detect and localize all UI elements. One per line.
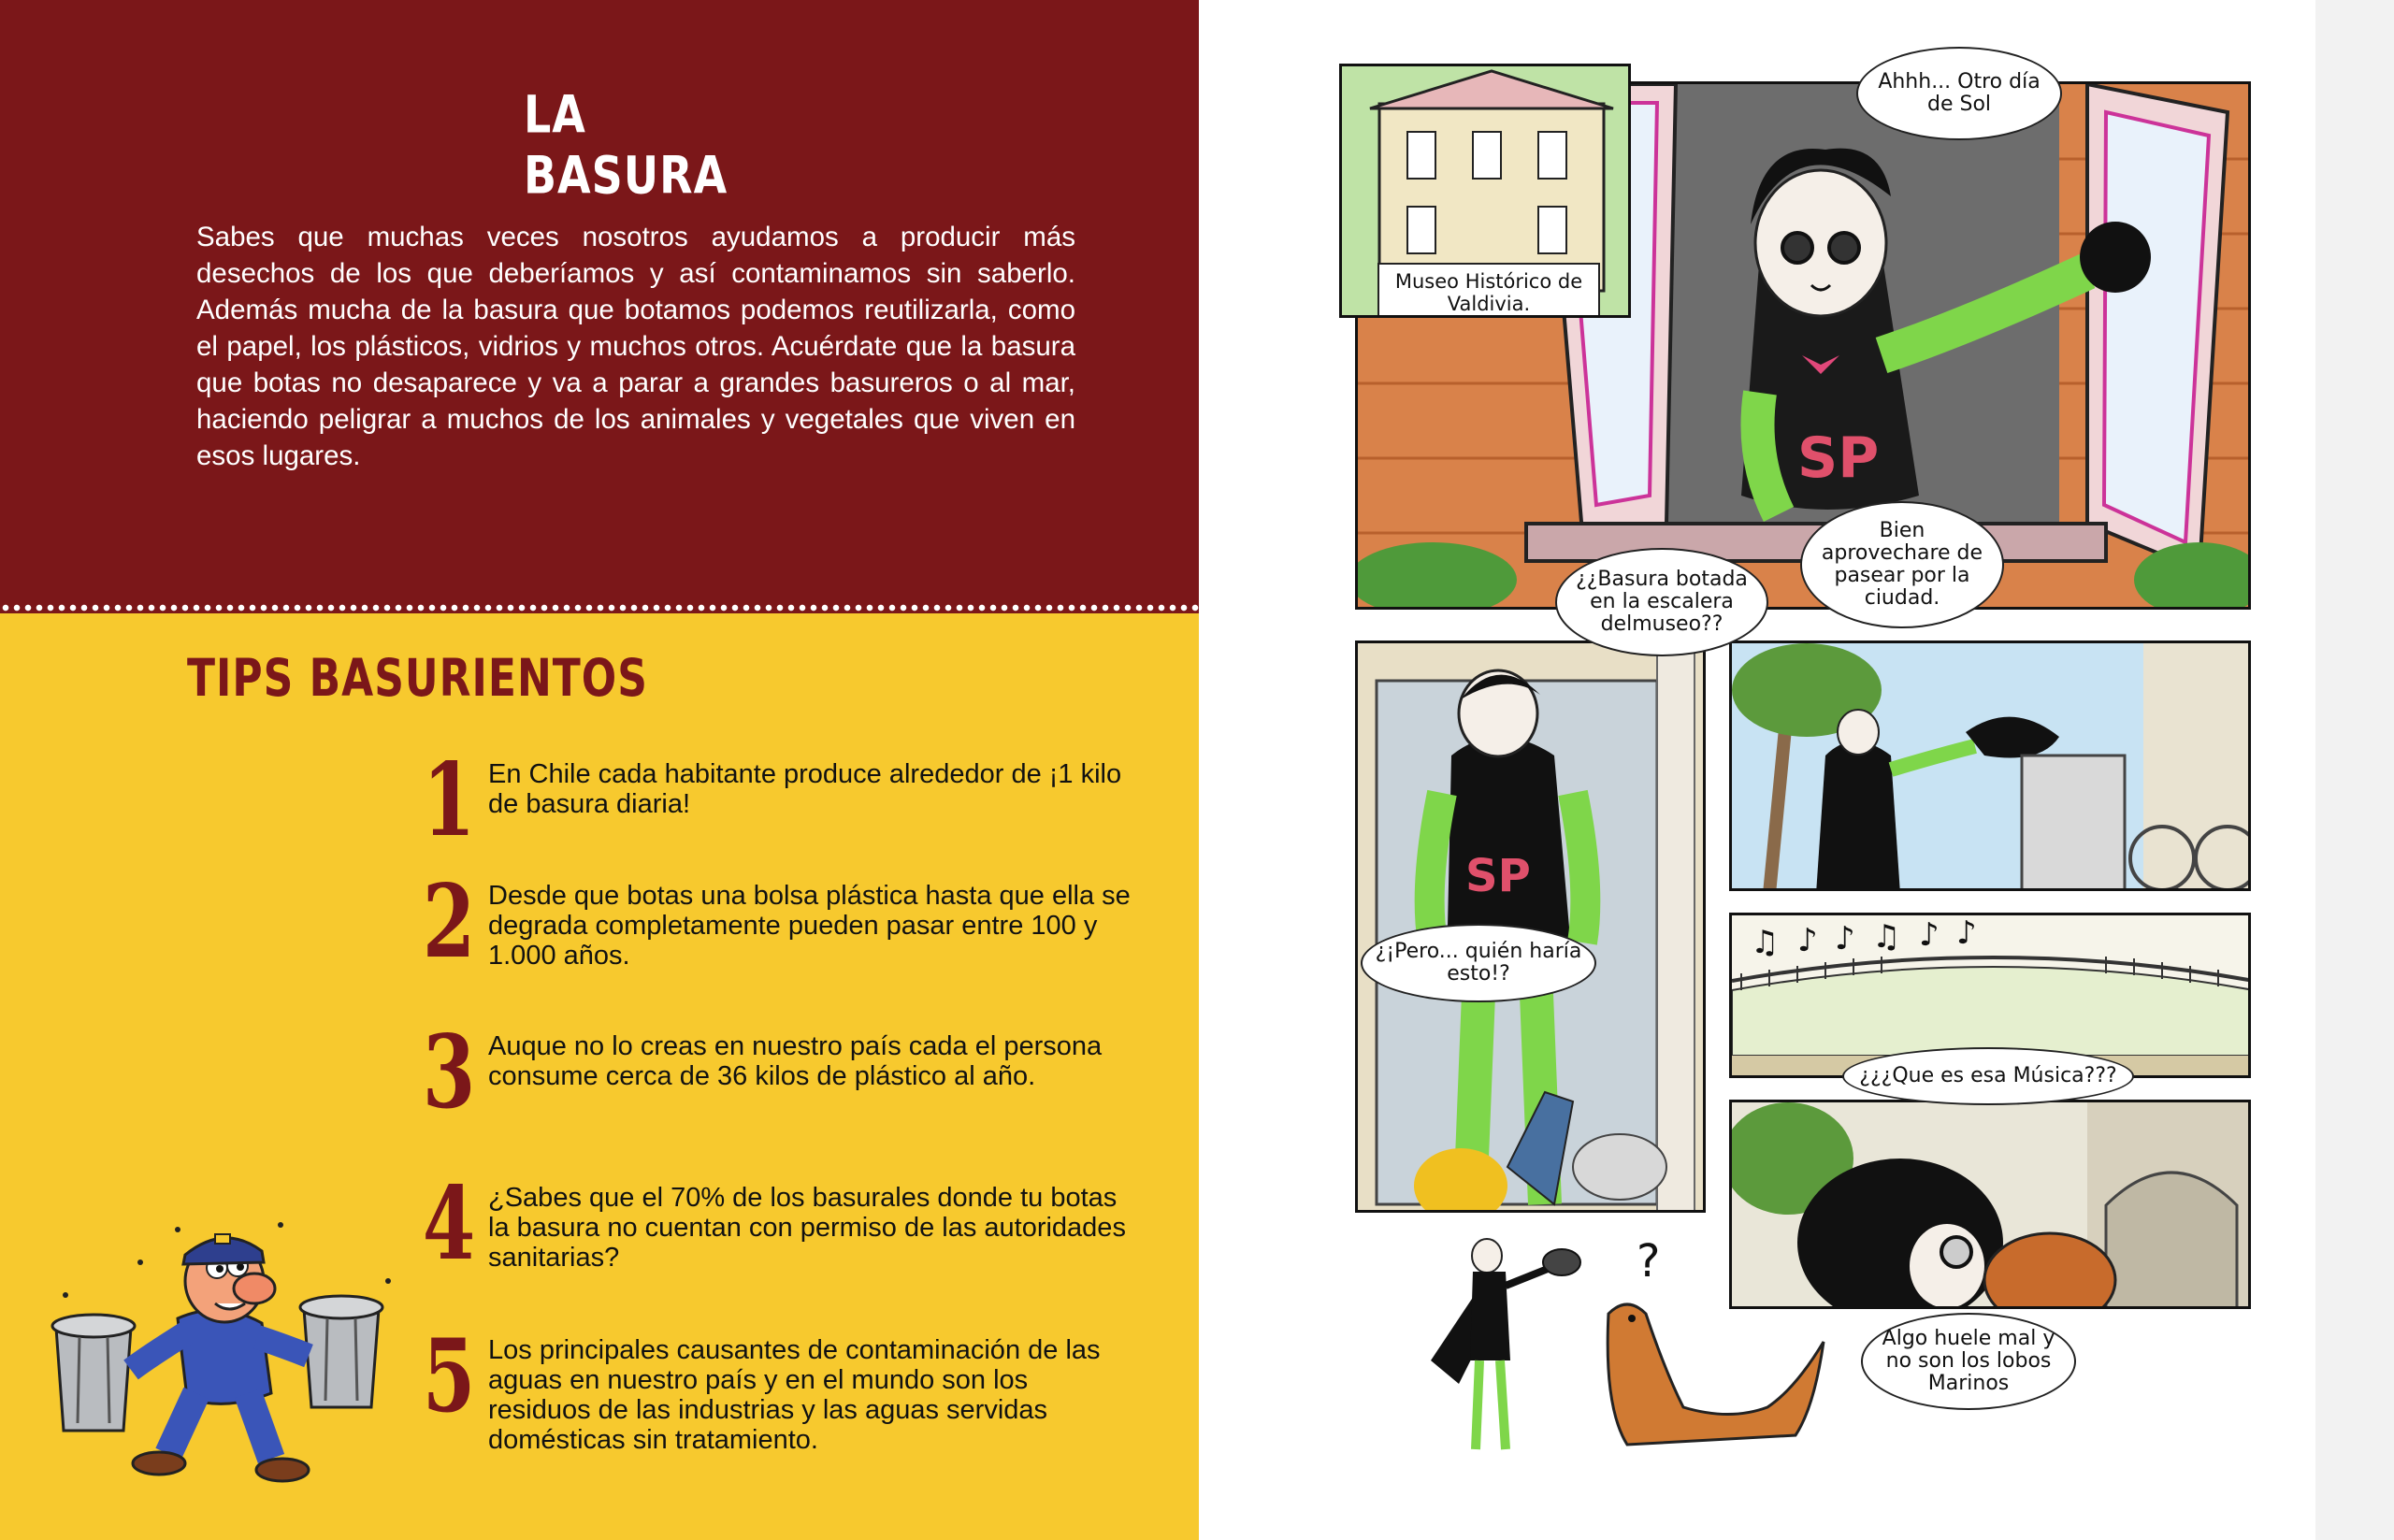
tip-item bbox=[411, 741, 1122, 862]
tip-item bbox=[411, 1014, 1122, 1134]
comic-panel bbox=[1355, 640, 1706, 1213]
intro-paragraph: Sabes que muchas veces nosotros ayudamos a producir más desechos de los que deberíamos y así contaminamos sin saberlo. Además mucha de la basura que botamos podemos reutilizarla, como el papel, los plásticos, vidrios y muchos otros. Acuérdate que la basura que botas no desaparece y va a parar a grandes basureros o al mar, haciendo peligrar a muchos de los animales y vegetales que viven en esos lugares. bbox=[196, 222, 1075, 471]
svg-text:♪: ♪ bbox=[1919, 916, 1940, 954]
tip-text: En Chile cada habitante produce alrededor de ¡1 kilo de basura diaria! bbox=[488, 759, 1122, 819]
speech-bubble: ¿¡Pero... quién haría esto!? bbox=[1361, 924, 1596, 1002]
hero-and-sea-lion-illustration bbox=[1403, 1220, 1889, 1463]
intro-title: LA BASURA bbox=[524, 84, 728, 206]
speech-bubble: ¿¿Basura botada en la escalera delmuseo?? bbox=[1555, 548, 1768, 656]
tips-title: TIPS BASURIENTOS bbox=[187, 649, 648, 709]
tip-number: 1 bbox=[422, 741, 476, 859]
speech-bubble: ¿¿¿Que es esa Música??? bbox=[1842, 1047, 2134, 1105]
svg-text:♫: ♫ bbox=[1751, 924, 1780, 961]
tip-item bbox=[411, 863, 1131, 984]
tip-text: ¿Sabes que el 70% de los basurales donde tu botas la basura no cuentan con permiso de las autoridades sanitarias? bbox=[488, 1183, 1126, 1273]
tip-number: 2 bbox=[422, 863, 476, 981]
speech-bubble: Bien aprovechare de pasear por la ciudad. bbox=[1800, 501, 2004, 628]
svg-text:♪: ♪ bbox=[1835, 920, 1855, 957]
dotted-divider bbox=[0, 602, 1199, 613]
trash-can-icon bbox=[300, 1296, 382, 1407]
tip-text: Los principales causantes de contaminación de las aguas en nuestro país y en el mundo son los residuos de las industrias y las aguas servidas domésticas sin tratamiento. bbox=[488, 1335, 1101, 1455]
page-edge bbox=[2315, 0, 2394, 1540]
question-mark: ? bbox=[1637, 1235, 1661, 1288]
tip-item bbox=[411, 1317, 1122, 1455]
intro-section bbox=[0, 0, 1199, 608]
svg-text:♫: ♫ bbox=[1872, 918, 1901, 956]
comic-panel bbox=[1729, 640, 2251, 891]
trash-can-icon bbox=[52, 1315, 135, 1431]
svg-text:♪: ♪ bbox=[1956, 915, 1977, 952]
tip-number: 4 bbox=[422, 1165, 476, 1283]
tip-text: Auque no lo creas en nuestro país cada el persona consume cerca de 36 kilos de plástico al año. bbox=[488, 1031, 1103, 1091]
speech-bubble: Algo huele mal y no son los lobos Marinos bbox=[1861, 1313, 2076, 1410]
svg-text:♪: ♪ bbox=[1797, 922, 1818, 959]
panel-artwork bbox=[1732, 643, 2251, 891]
tip-number: 3 bbox=[422, 1014, 476, 1131]
garbage-man-illustration bbox=[37, 1206, 402, 1487]
chest-letters: SP bbox=[1465, 850, 1531, 902]
museum-caption: Museo Histórico de Valdivia. bbox=[1377, 263, 1600, 318]
museum-inset-panel bbox=[1339, 64, 1631, 318]
tip-item bbox=[411, 1165, 1126, 1286]
chest-letters: SP bbox=[1797, 425, 1880, 491]
tip-number: 5 bbox=[422, 1317, 476, 1435]
speech-bubble: Ahhh... Otro día de Sol bbox=[1856, 47, 2062, 140]
tip-text: Desde que botas una bolsa plástica hasta que ella se degrada completamente pueden pasar entre 100 y 1.000 años. bbox=[488, 881, 1131, 971]
